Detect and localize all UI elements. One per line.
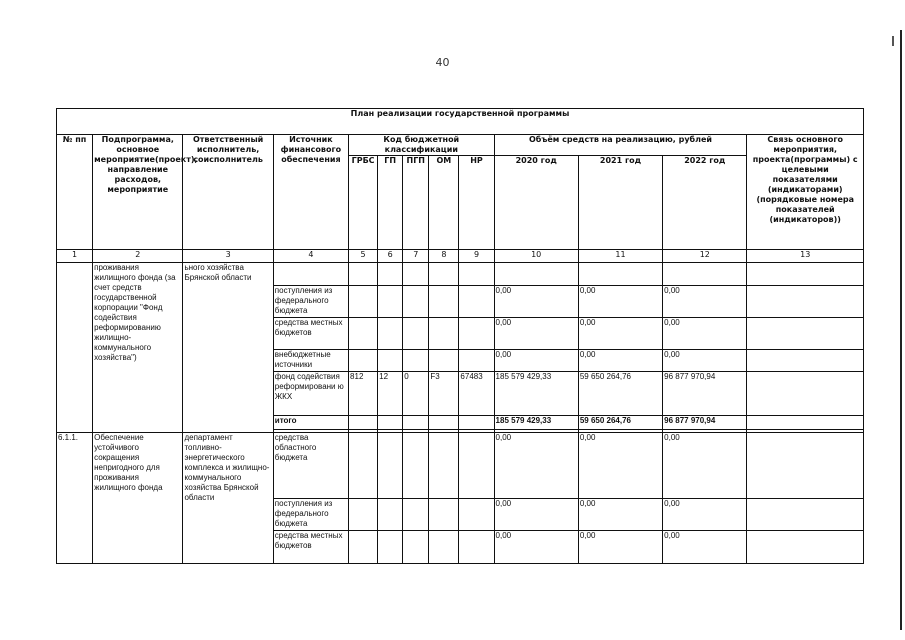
value-2022-cell: 96 877 970,94 [663,372,747,416]
source-cell: фонд содействия реформировани ю ЖКХ [273,372,348,416]
header-gp: ГП [378,156,403,250]
value-2022-cell: 0,00 [663,350,747,372]
executor-cell: департамент топливно-энергетического комплекса и жилищно-коммунального хозяйства Брянской области [183,433,273,564]
grbs-cell [349,350,378,372]
value-2021-cell: 0,00 [578,350,662,372]
gp-cell [378,350,403,372]
col-number: 7 [403,250,429,263]
header-om: ОМ [429,156,459,250]
num-cell-empty [57,263,93,433]
grbs-cell [349,286,378,318]
source-cell: средства местных бюджетов [273,531,348,564]
item-number: 6.1.1. [57,433,93,564]
np-cell [459,318,494,350]
col-number: 8 [429,250,459,263]
header-row-1 [57,135,864,156]
col-number: 12 [663,250,747,263]
value-2020-cell: 0,00 [494,350,578,372]
col-number: 1 [57,250,93,263]
page-edge-line [900,30,902,630]
plan-table [56,108,864,564]
col-number: 3 [183,250,273,263]
value-2021-cell: 59 650 264,76 [578,372,662,416]
header-grbs: ГРБС [349,156,378,250]
table-row [57,263,864,286]
col-number: 6 [378,250,403,263]
grbs-cell: 812 [349,372,378,416]
om-cell [429,286,459,318]
value-2022-cell: 0,00 [663,499,747,531]
column-number-row [57,250,864,263]
col-number: 11 [578,250,662,263]
value-2020-cell: 185 579 429,33 [494,372,578,416]
header-budget-code: Код бюджетной классификации [349,135,495,156]
value-2021-cell: 0,00 [578,286,662,318]
total-2020-cell: 185 579 429,33 [494,416,578,430]
value-2021-cell: 0,00 [578,433,662,499]
value-2022-cell: 0,00 [663,318,747,350]
measure-cell: проживания жилищного фонда (за счет средств государственной корпорации "Фонд содействия реформированию жилищно-коммунального хозяйства") [93,263,183,433]
header-executor: Ответственный исполнитель, соисполнитель [183,135,273,250]
gp-cell: 12 [378,372,403,416]
total-2021-cell: 59 650 264,76 [578,416,662,430]
pgp-cell [403,350,429,372]
page-number: 40 [435,56,450,69]
header-source: Источник финансового обеспечения [273,135,348,250]
page-edge-tick [892,36,894,46]
executor-cell: ьного хозяйства Брянской области [183,263,273,433]
source-cell: поступления из федерального бюджета [273,499,348,531]
value-2021-cell: 0,00 [578,531,662,564]
value-2020-cell: 0,00 [494,318,578,350]
link-cell [747,318,864,350]
value-2022-cell: 0,00 [663,433,747,499]
link-cell [747,286,864,318]
value-2021-cell: 0,00 [578,499,662,531]
col-number: 9 [459,250,494,263]
value-2020-cell: 0,00 [494,531,578,564]
header-link: Связь основного мероприятия, проекта(программы) с целевыми показателями (индикаторами) (порядковые номера показателей (индикаторов)) [747,135,864,250]
link-cell [747,499,864,531]
header-2022: 2022 год [663,156,747,250]
gp-cell [378,318,403,350]
total-label: итого [273,416,348,430]
om-cell [429,318,459,350]
header-pgp: ПГП [403,156,429,250]
header-2021: 2021 год [578,156,662,250]
np-cell [459,350,494,372]
title-row [57,109,864,135]
source-cell: средства местных бюджетов [273,318,348,350]
pgp-cell: 0 [403,372,429,416]
col-number: 10 [494,250,578,263]
link-cell [747,350,864,372]
header-subprogram: Подпрограмма, основное мероприятие(проект), направление расходов, мероприятие [93,135,183,250]
gp-cell [378,286,403,318]
value-2022-cell: 0,00 [663,286,747,318]
source-cell: внебюджетные источники [273,350,348,372]
total-2022-cell: 96 877 970,94 [663,416,747,430]
pgp-cell [403,318,429,350]
value-2020-cell: 0,00 [494,499,578,531]
pgp-cell [403,286,429,318]
header-np: НР [459,156,494,250]
np-cell: 67483 [459,372,494,416]
col-number: 5 [349,250,378,263]
table-row [57,433,864,499]
value-2020-cell: 0,00 [494,286,578,318]
source-cell: поступления из федерального бюджета [273,286,348,318]
link-cell [747,372,864,416]
col-number: 13 [747,250,864,263]
measure-cell: Обеспечение устойчивого сокращения непригодного для проживания жилищного фонда [93,433,183,564]
om-cell: F3 [429,372,459,416]
grbs-cell [349,318,378,350]
value-2022-cell: 0,00 [663,531,747,564]
header-num: № пп [57,135,93,250]
np-cell [459,286,494,318]
source-cell: средства областного бюджета [273,433,348,499]
col-number: 2 [93,250,183,263]
header-2020: 2020 год [494,156,578,250]
col-number: 4 [273,250,348,263]
link-cell [747,531,864,564]
value-2021-cell: 0,00 [578,318,662,350]
link-cell [747,433,864,499]
header-volume: Объём средств на реализацию, рублей [494,135,747,156]
value-2020-cell: 0,00 [494,433,578,499]
table-title: План реализации государственной программы [57,109,864,135]
om-cell [429,350,459,372]
link-cell [747,416,864,430]
